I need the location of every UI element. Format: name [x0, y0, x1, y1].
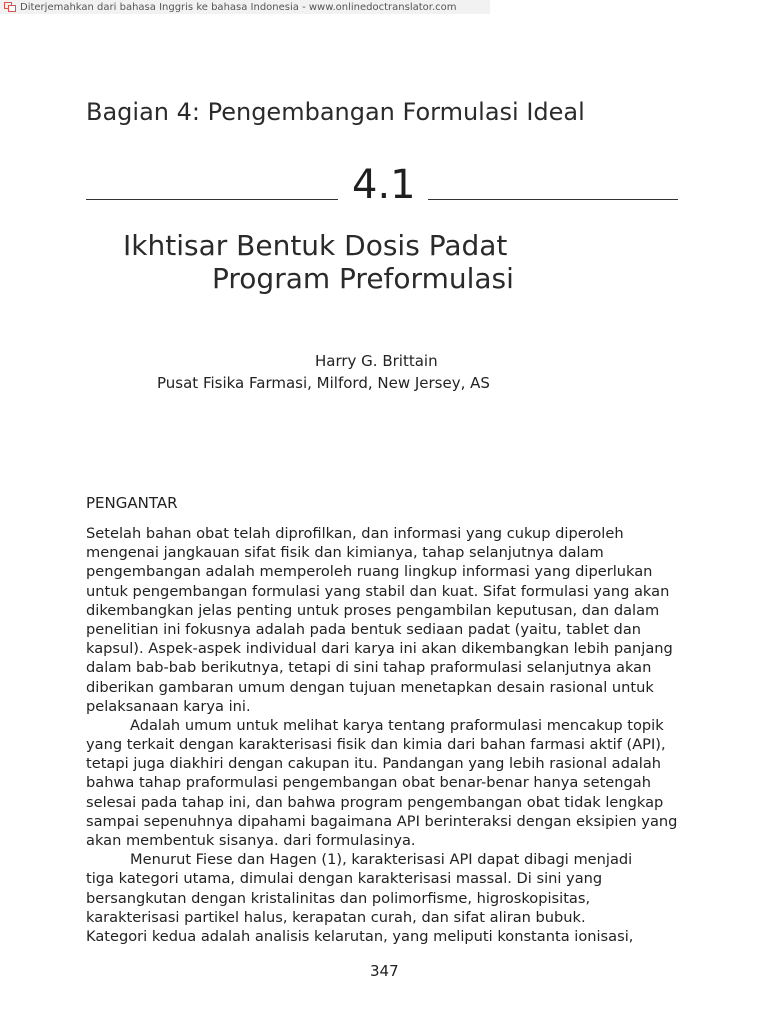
body-line: mengenai jangkauan sifat fisik dan kimianya, tahap selanjutnya dalam	[86, 544, 604, 562]
body-line: yang terkait dengan karakterisasi fisik dan kimia dari bahan farmasi aktif (API),	[86, 736, 666, 754]
page-number: 347	[370, 962, 399, 980]
chapter-title-line-2: Program Preformulasi	[212, 262, 514, 295]
author-affiliation: Pusat Fisika Farmasi, Milford, New Jersey, AS	[157, 374, 490, 392]
section-heading: PENGANTAR	[86, 494, 178, 512]
body-line: sampai sepenuhnya dipahami bagaimana API berinteraksi dengan eksipien yang	[86, 812, 678, 830]
body-line: akan membentuk sisanya. dari formulasinya.	[86, 832, 416, 849]
body-line: penelitian ini fokusnya adalah pada bentuk sediaan padat (yaitu, tablet dan	[86, 620, 642, 638]
translate-icon	[4, 2, 16, 12]
body-line: karakterisasi partikel halus, kerapatan curah, dan sifat aliran bubuk.	[86, 908, 586, 926]
author-name: Harry G. Brittain	[315, 352, 438, 370]
body-line: tiga kategori utama, dimulai dengan karakterisasi massal. Di sini yang	[86, 870, 603, 888]
body-line: selesai pada tahap ini, dan bahwa program pengembangan obat tidak lengkap	[86, 793, 664, 811]
body-line: bahwa tahap praformulasi pengembangan obat benar-benar hanya setengah	[86, 774, 651, 792]
body-line: untuk pengembangan formulasi yang stabil dan kuat. Sifat formulasi yang akan	[86, 582, 670, 600]
body-line: dikembangkan jelas penting untuk proses pengambilan keputusan, dan dalam	[86, 601, 660, 619]
part-heading: Bagian 4: Pengembangan Formulasi Ideal	[86, 98, 585, 126]
chapter-number: 4.1	[352, 162, 416, 208]
translation-banner[interactable]	[0, 0, 490, 14]
body-line: bersangkutan dengan kristalinitas dan polimorfisme, higroskopisitas,	[86, 889, 591, 907]
chapter-title-line-1: Ikhtisar Bentuk Dosis Padat	[123, 229, 508, 262]
body-line: Setelah bahan obat telah diprofilkan, dan informasi yang cukup diperoleh	[86, 525, 624, 542]
divider-left	[86, 199, 338, 200]
body-line: pelaksanaan karya ini.	[86, 697, 251, 715]
body-line: diberikan gambaran umum dengan tujuan menetapkan desain rasional untuk	[86, 678, 654, 696]
body-text	[86, 524, 686, 946]
translation-banner-text[interactable]: Diterjemahkan dari bahasa Inggris ke bahasa Indonesia - www.onlinedoctranslator.com	[20, 1, 457, 13]
body-line: dalam bab-bab berikutnya, tetapi di sini tahap praformulasi selanjutnya akan	[86, 659, 652, 677]
body-line: pengembangan adalah memperoleh ruang lingkup informasi yang diperlukan	[86, 563, 653, 581]
body-line: kapsul). Aspek-aspek individual dari karya ini akan dikembangkan lebih panjang	[86, 640, 673, 658]
body-line: Menurut Fiese dan Hagen (1), karakterisasi API dapat dibagi menjadi	[130, 851, 633, 869]
body-line: Adalah umum untuk melihat karya tentang praformulasi mencakup topik	[130, 716, 664, 734]
body-line: tetapi juga diakhiri dengan cakupan itu. Pandangan yang lebih rasional adalah	[86, 755, 662, 773]
body-line: Kategori kedua adalah analisis kelarutan, yang meliputi konstanta ionisasi,	[86, 927, 634, 945]
divider-right	[428, 199, 678, 200]
